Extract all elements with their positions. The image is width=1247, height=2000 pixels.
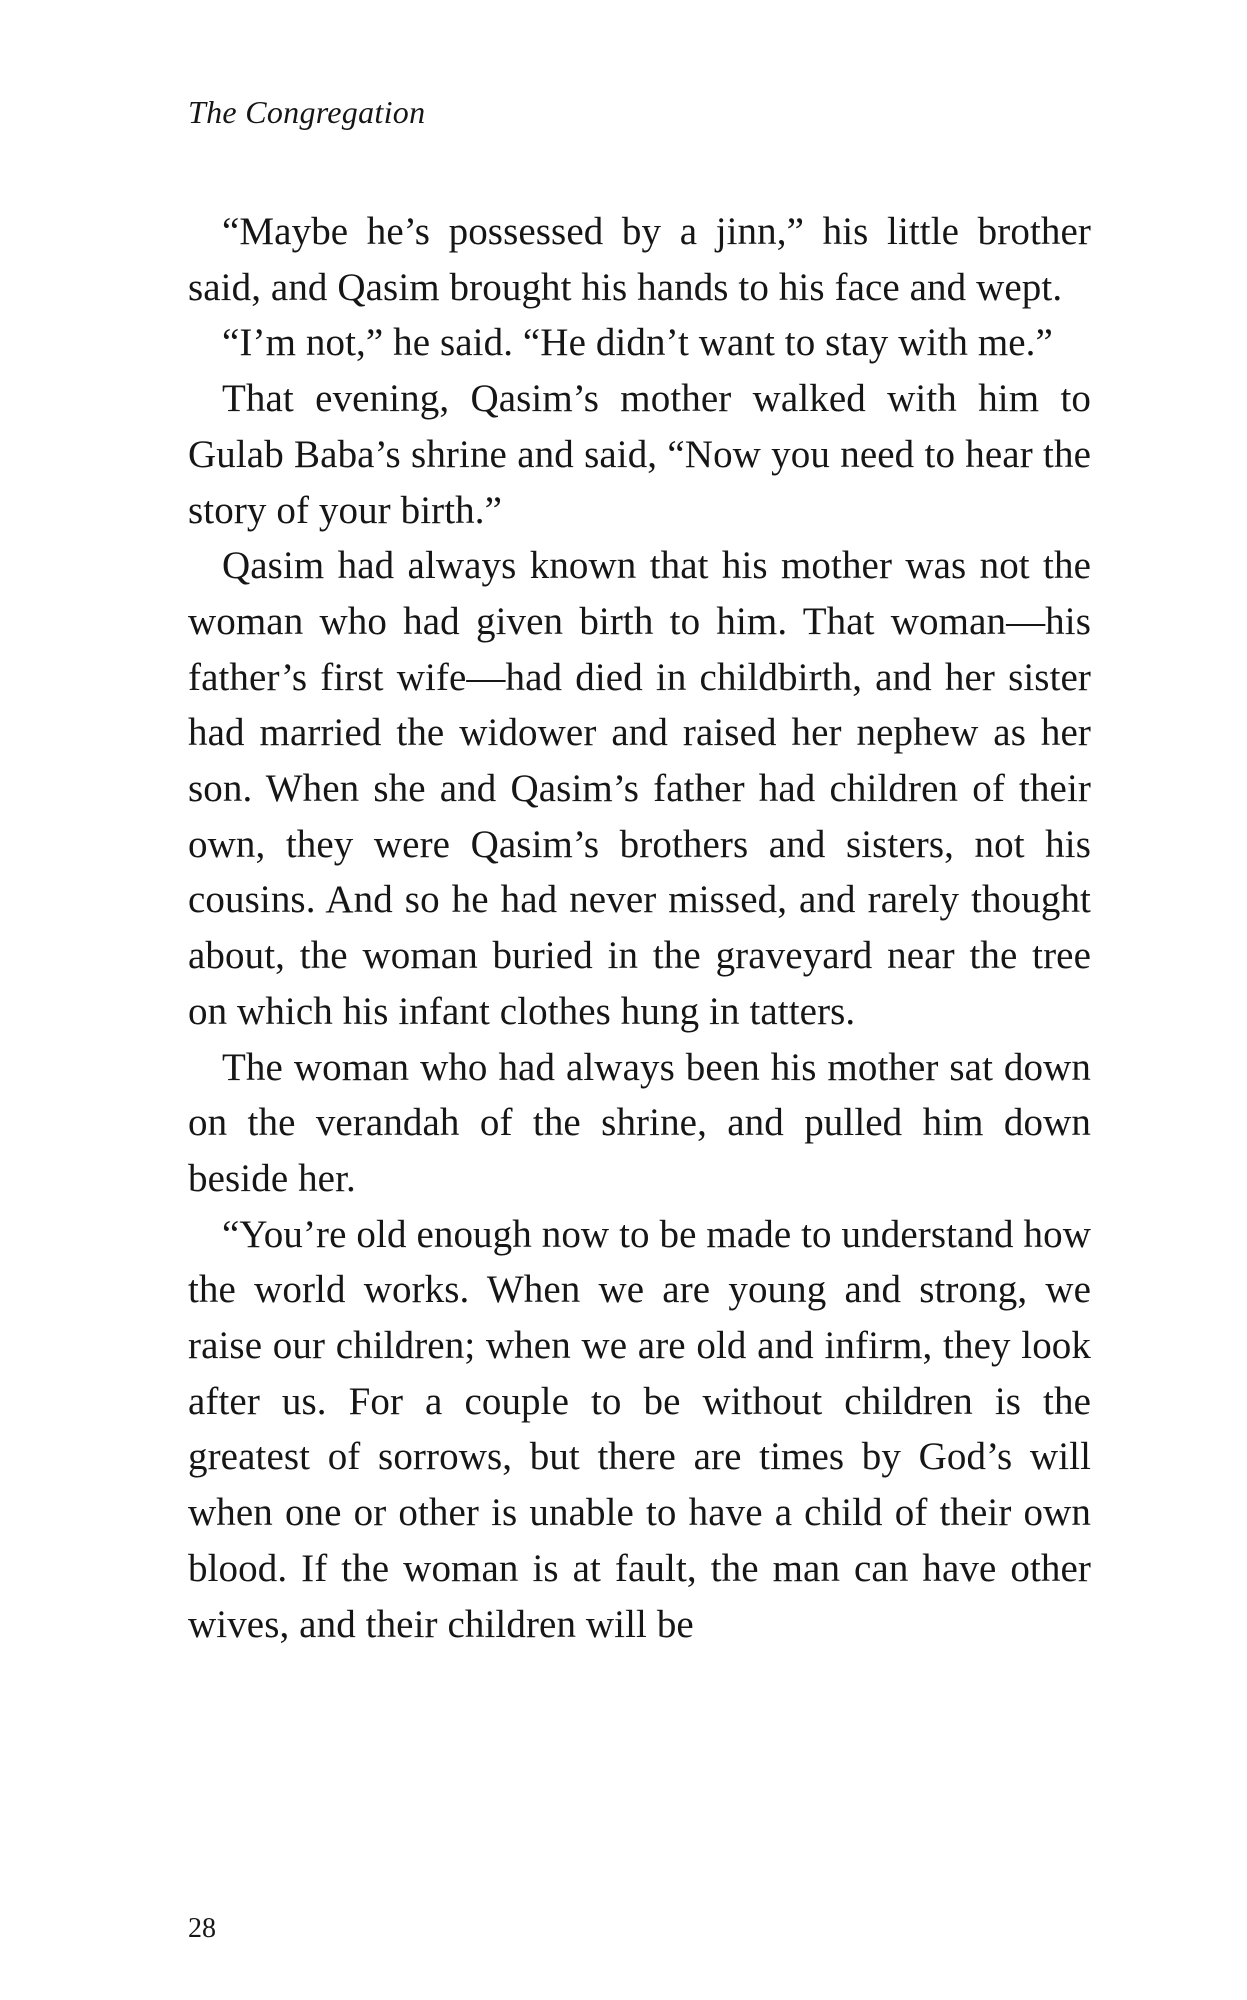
paragraph: “You’re old enough now to be made to understand how the world works. When we are young and strong, we raise our children; when we are old and infirm, they look after us. For a couple to be without children is the greatest of sorrows, but there are times by God’s will when one or other is unable to have a child of their own blood. If the woman is at fault, the man can have other wives, and their children will be bbox=[188, 1212, 1091, 1646]
paragraph: “I’m not,” he said. “He didn’t want to stay with me.” bbox=[222, 321, 1053, 365]
paragraph: The woman who had always been his mother sat down on the verandah of the shrine, and pulled him down beside her. bbox=[188, 1045, 1091, 1200]
running-head: The Congregation bbox=[188, 94, 426, 130]
page-number: 28 bbox=[188, 1913, 216, 1944]
paragraph: Qasim had always known that his mother was not the woman who had given birth to him. That woman—his father’s first wife—had died in childbirth, and her sister had married the widower and raised her nephew as her son. When she and Qasim’s father had children of their own, they were Qasim’s brothers and sisters, not his cousins. And so he had never missed, and rarely thought about, the woman buried in the graveyard near the tree on which his infant clothes hung in tatters. bbox=[188, 544, 1091, 1033]
paragraph: “Maybe he’s possessed by a jinn,” his little brother said, and Qasim brought his hands to his face and wept. bbox=[188, 210, 1091, 309]
paragraph: That evening, Qasim’s mother walked with him to Gulab Baba’s shrine and said, “Now you need to hear the story of your birth.” bbox=[188, 377, 1091, 532]
body-text bbox=[188, 204, 1091, 1652]
